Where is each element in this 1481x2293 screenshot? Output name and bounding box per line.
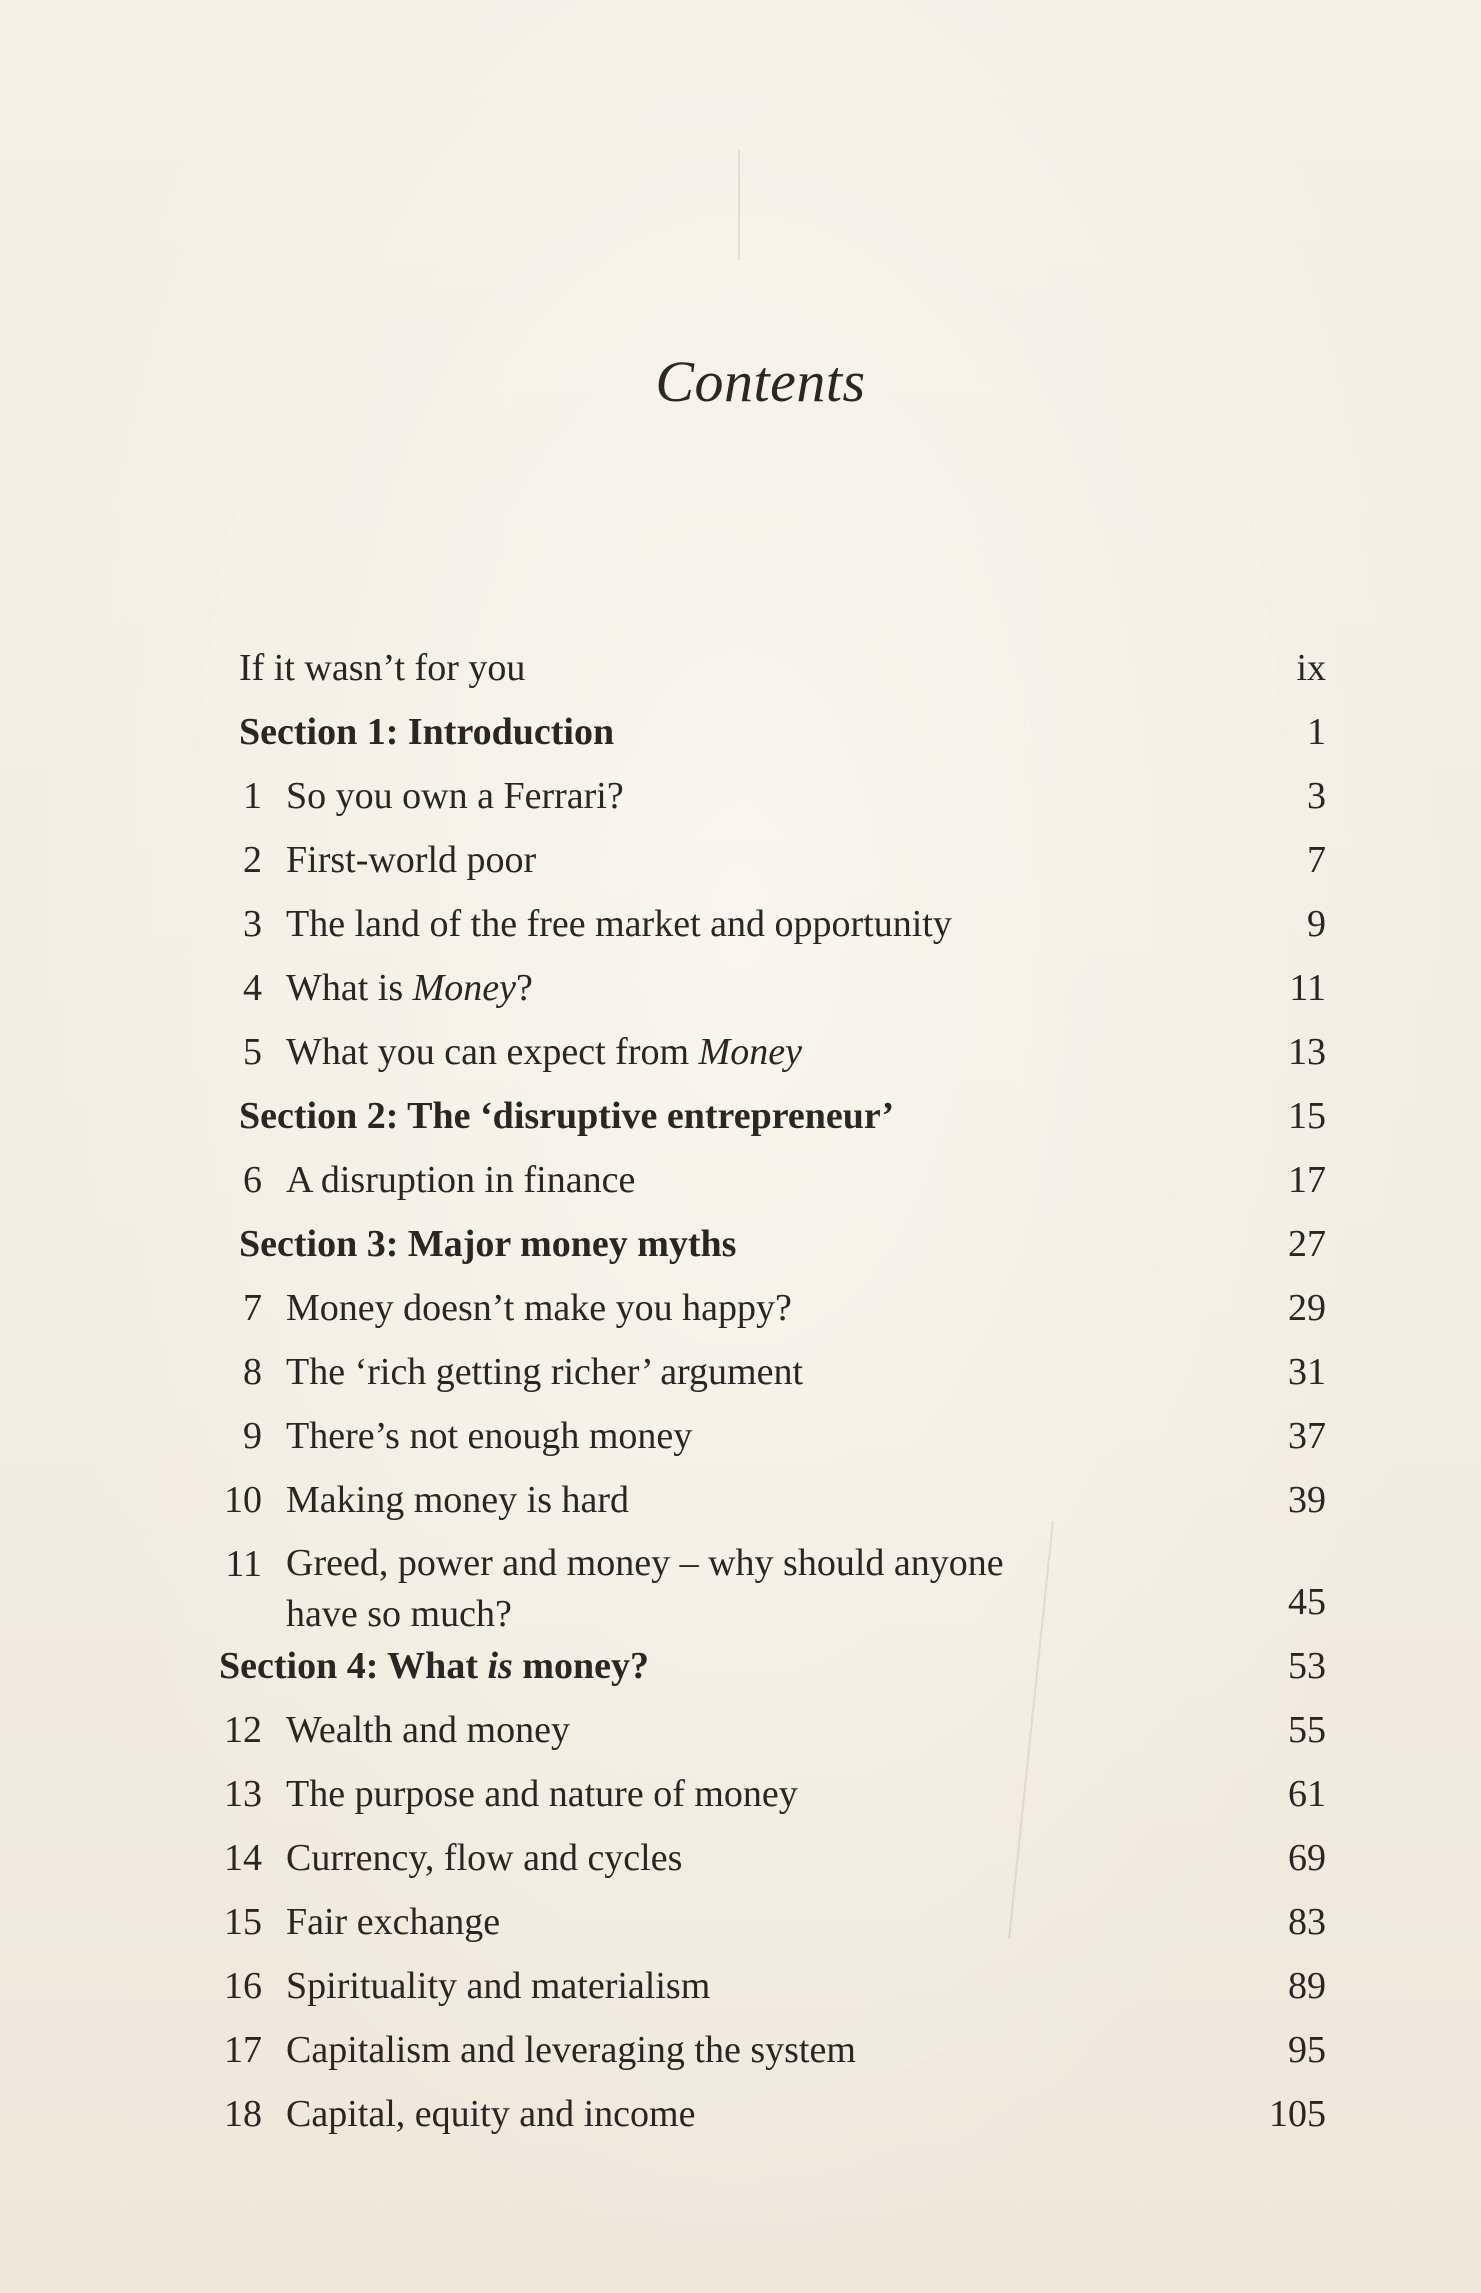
section-title-prefix: Section 4: What	[219, 1645, 488, 1687]
chapter-number: 8	[243, 1351, 262, 1393]
chapter-number: 10	[224, 1479, 262, 1521]
entry-title: Fair exchange	[286, 1901, 501, 1943]
chapter-number: 3	[243, 903, 262, 945]
chapter-number: 7	[243, 1287, 262, 1329]
chapter-number: 16	[224, 1965, 262, 2007]
page-number: 31	[1288, 1351, 1326, 1393]
entry-title: Spirituality and materialism	[286, 1965, 711, 2007]
toc-entry[interactable]	[0, 1826, 1481, 1890]
toc-entry[interactable]	[0, 2082, 1481, 2146]
page-number: 53	[1288, 1645, 1326, 1687]
section-title: Section 2: The ‘disruptive entrepreneur’	[239, 1095, 895, 1137]
toc-entry[interactable]	[0, 764, 1481, 828]
chapter-number: 17	[224, 2029, 262, 2071]
entry-title: If it wasn’t for you	[239, 647, 526, 689]
entry-title: There’s not enough money	[286, 1415, 693, 1457]
entry-title-italic: Money	[698, 1031, 802, 1073]
page-number: 83	[1288, 1901, 1326, 1943]
chapter-number: 1	[243, 775, 262, 817]
section-title-italic: is	[487, 1645, 513, 1687]
page-number: 1	[1307, 711, 1326, 753]
page-number: 29	[1288, 1287, 1326, 1329]
toc-entry[interactable]	[0, 1340, 1481, 1404]
chapter-number: 5	[243, 1031, 262, 1073]
entry-title: The land of the free market and opportunity	[286, 903, 952, 945]
entry-title: So you own a Ferrari?	[286, 775, 624, 817]
toc-entry[interactable]	[0, 1276, 1481, 1340]
page-number: 55	[1288, 1709, 1326, 1751]
section-title-suffix: money?	[512, 1645, 649, 1687]
contents-heading: Contents	[655, 349, 866, 414]
entry-title: Wealth and money	[286, 1709, 570, 1751]
toc-entry[interactable]	[0, 1468, 1481, 1532]
page-number: 13	[1288, 1031, 1326, 1073]
page-number: 3	[1307, 775, 1326, 817]
chapter-number: 13	[224, 1773, 262, 1815]
entry-title: A disruption in finance	[286, 1159, 636, 1201]
page-number: ix	[1296, 647, 1326, 689]
page-number: 37	[1288, 1415, 1326, 1457]
toc-entry[interactable]	[0, 1020, 1481, 1084]
entry-title-suffix: ?	[516, 967, 533, 1009]
entry-title: Capital, equity and income	[286, 2093, 696, 2135]
entry-title: The purpose and nature of money	[286, 1773, 798, 1815]
entry-title: Currency, flow and cycles	[286, 1837, 683, 1879]
chapter-number: 11	[225, 1543, 262, 1585]
page-number: 89	[1288, 1965, 1326, 2007]
chapter-number: 2	[243, 839, 262, 881]
toc-entry[interactable]	[0, 828, 1481, 892]
entry-title: The ‘rich getting richer’ argument	[286, 1351, 804, 1393]
chapter-number: 6	[243, 1159, 262, 1201]
toc-entry[interactable]	[0, 636, 1481, 700]
toc-entry[interactable]	[0, 1762, 1481, 1826]
toc-entry[interactable]	[0, 1698, 1481, 1762]
entry-title	[286, 1020, 802, 1084]
toc-entry[interactable]	[0, 1954, 1481, 2018]
page-number: 45	[1288, 1581, 1326, 1623]
chapter-number: 4	[243, 967, 262, 1009]
section-title: Section 3: Major money myths	[239, 1223, 737, 1265]
toc-section-heading[interactable]	[0, 1084, 1481, 1148]
chapter-number: 12	[224, 1709, 262, 1751]
chapter-number: 14	[224, 1837, 262, 1879]
chapter-number: 15	[224, 1901, 262, 1943]
toc-entry[interactable]	[0, 1148, 1481, 1212]
toc-entry[interactable]	[0, 1404, 1481, 1468]
toc-entry[interactable]	[0, 1532, 1481, 1634]
page-number: 39	[1288, 1479, 1326, 1521]
toc-section-heading[interactable]	[0, 700, 1481, 764]
toc-section-heading[interactable]	[0, 1212, 1481, 1276]
entry-title: First-world poor	[286, 839, 537, 881]
entry-title: Greed, power and money – why should anyone have so much?	[286, 1542, 1004, 1635]
section-title	[219, 1634, 649, 1698]
entry-title-italic: Money	[412, 967, 517, 1009]
chapter-number: 9	[243, 1415, 262, 1457]
toc-entry[interactable]	[0, 892, 1481, 956]
page-number: 69	[1288, 1837, 1326, 1879]
page-number: 17	[1288, 1159, 1326, 1201]
entry-title: Making money is hard	[286, 1479, 630, 1521]
entry-title-prefix: What you can expect from	[286, 1031, 699, 1073]
page-number: 9	[1307, 903, 1326, 945]
page-number: 11	[1289, 967, 1326, 1009]
page-number: 105	[1269, 2093, 1326, 2135]
page-number: 27	[1288, 1223, 1326, 1265]
toc-section-heading[interactable]	[0, 1634, 1481, 1698]
entry-title: Capitalism and leveraging the system	[286, 2029, 856, 2071]
page-number: 15	[1288, 1095, 1326, 1137]
entry-title	[286, 956, 533, 1020]
entry-title-prefix: What is	[286, 967, 413, 1009]
table-of-contents	[0, 636, 1481, 2146]
toc-entry[interactable]	[0, 956, 1481, 1020]
toc-entry[interactable]	[0, 2018, 1481, 2082]
toc-entry[interactable]	[0, 1890, 1481, 1954]
chapter-number: 18	[224, 2093, 262, 2135]
page-number: 7	[1307, 839, 1326, 881]
section-title: Section 1: Introduction	[239, 711, 615, 753]
entry-title: Money doesn’t make you happy?	[286, 1287, 792, 1329]
page-number: 95	[1288, 2029, 1326, 2071]
page-number: 61	[1288, 1773, 1326, 1815]
paper-crease	[738, 150, 740, 260]
